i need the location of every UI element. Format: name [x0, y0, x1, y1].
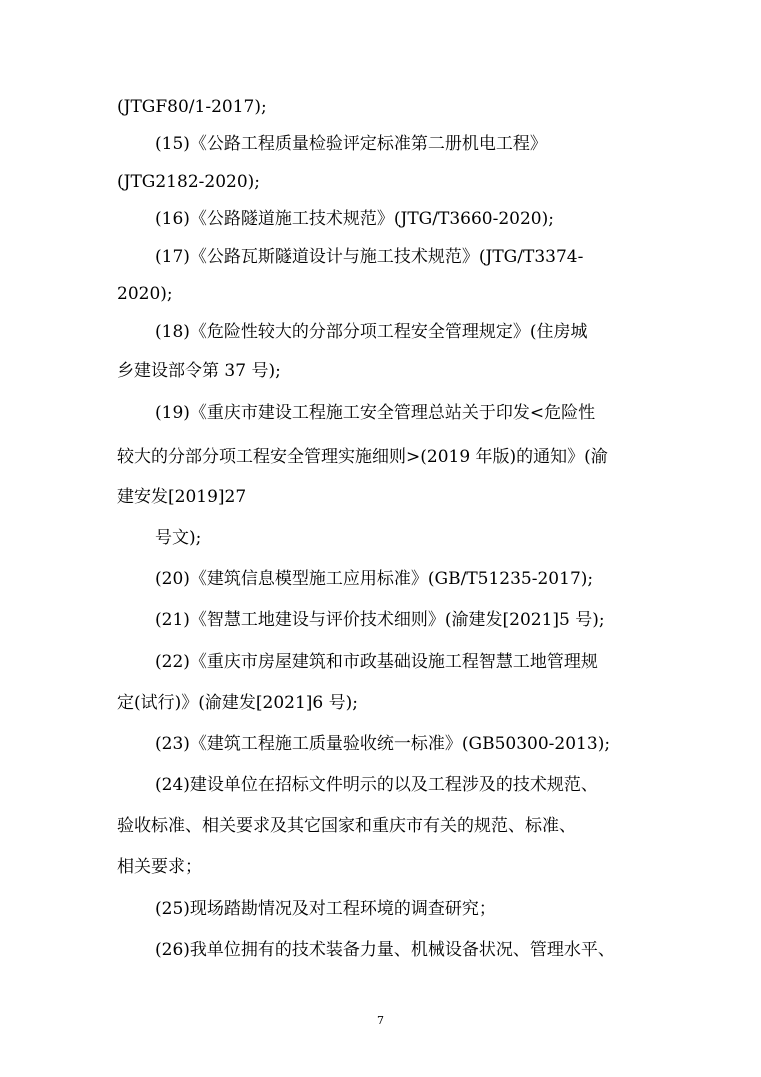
text-line: (15)《公路工程质量检验评定标准第二册机电工程》	[155, 134, 547, 154]
text-line: (23)《建筑工程施工质量验收统一标准》(GB50300-2013);	[155, 734, 611, 754]
text-line: 建安发[2019]27	[117, 487, 247, 507]
text-line: 乡建设部令第 37 号);	[117, 361, 281, 381]
text-line: (21)《智慧工地建设与评价技术细则》(渝建发[2021]5 号);	[155, 610, 605, 630]
text-line: (JTG2182-2020);	[117, 172, 260, 192]
page-number: 7	[377, 1014, 384, 1027]
text-line: (22)《重庆市房屋建筑和市政基础设施工程智慧工地管理规	[155, 652, 598, 672]
text-line: 2020);	[117, 284, 173, 304]
text-line: (18)《危险性较大的分部分项工程安全管理规定》(住房城	[155, 322, 588, 342]
text-line: (JTGF80/1-2017);	[117, 97, 267, 117]
text-line: (24)建设单位在招标文件明示的以及工程涉及的技术规范、	[155, 775, 598, 795]
text-line: 号文);	[155, 528, 202, 548]
text-line: (20)《建筑信息模型施工应用标准》(GB/T51235-2017);	[155, 569, 594, 589]
text-line: (16)《公路隧道施工技术规范》(JTG/T3660-2020);	[155, 209, 554, 229]
text-line: 较大的分部分项工程安全管理实施细则>(2019 年版)的通知》(渝	[117, 447, 608, 467]
text-line: 相关要求；	[117, 857, 202, 877]
text-line: (17)《公路瓦斯隧道设计与施工技术规范》(JTG/T3374-	[155, 247, 584, 267]
text-line: (26)我单位拥有的技术装备力量、机械设备状况、管理水平、	[155, 940, 615, 960]
text-line: 定(试行)》(渝建发[2021]6 号);	[117, 693, 359, 713]
text-line: (25)现场踏勘情况及对工程环境的调查研究；	[155, 899, 496, 919]
text-line: 验收标准、相关要求及其它国家和重庆市有关的规范、标准、	[117, 816, 576, 836]
text-line: (19)《重庆市建设工程施工安全管理总站关于印发<危险性	[155, 403, 596, 423]
